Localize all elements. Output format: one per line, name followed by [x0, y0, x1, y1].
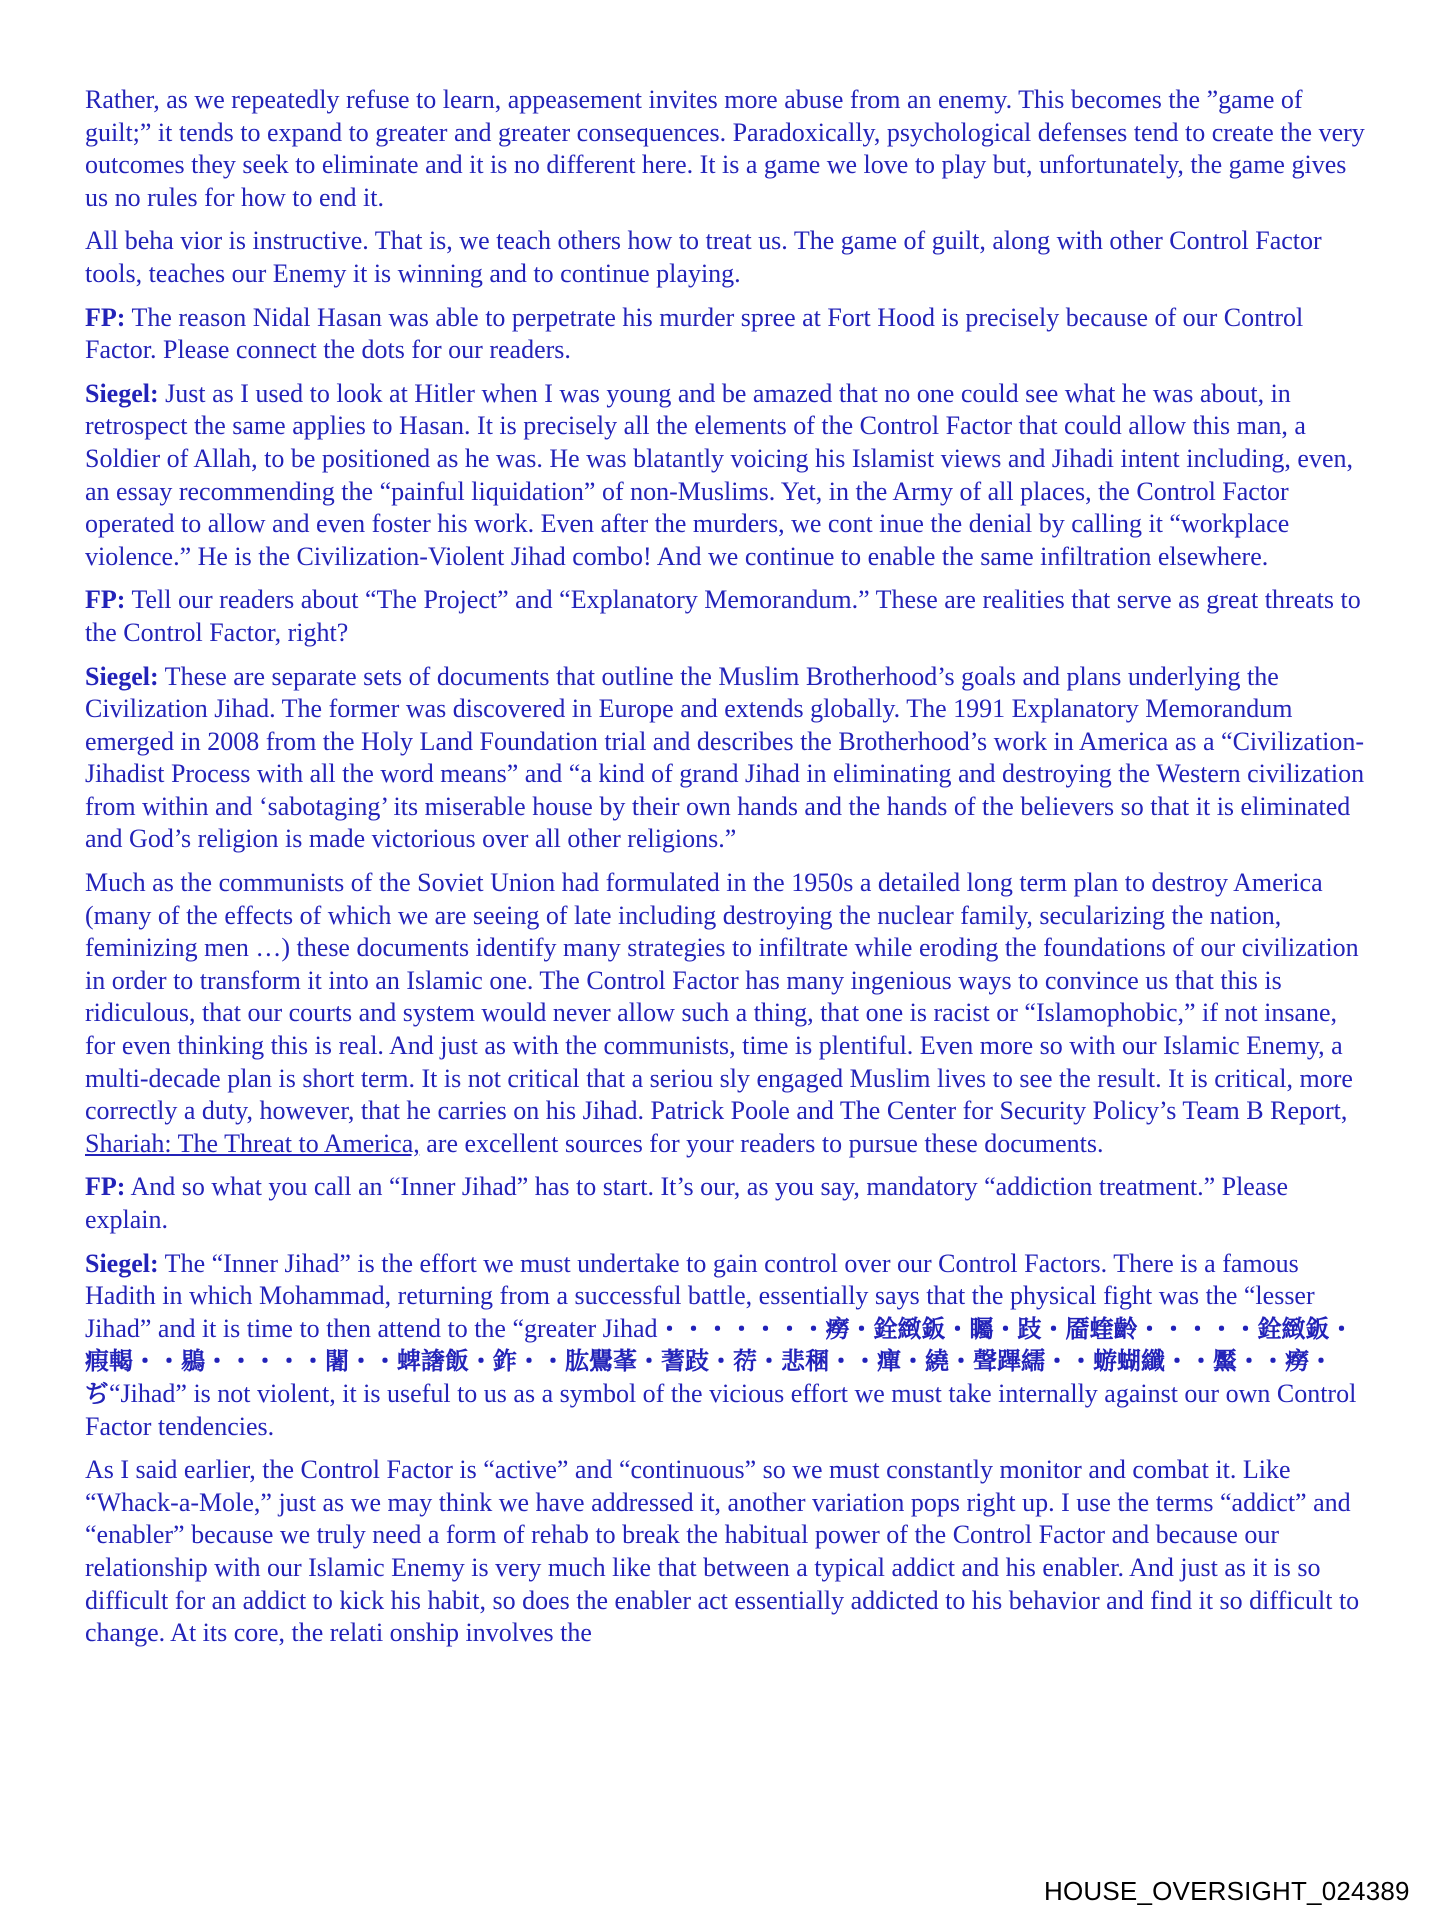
- paragraph-communists: [85, 867, 1367, 1160]
- paragraph-tail: are excellent sources for your readers to pursue these documents.: [419, 1128, 1104, 1158]
- paragraph-game-of-guilt: Rather, as we repeatedly refuse to learn, appeasement invites more abuse from an enemy. This becomes the ”game of guilt;” it tends to expand to greater and greater consequences. Paradoxically, psychological defenses tend to create the very outcomes they seek to eliminate and it is no different here. It is a game we love to play but, unfortunately, the game gives us no rules for how to end it.: [85, 85, 1365, 212]
- answer-hasan: [85, 378, 1367, 574]
- question-nidal-hasan: [85, 302, 1367, 367]
- document-body: [85, 84, 1367, 1661]
- shariah-report-title: Shariah: The Threat to America,: [85, 1128, 420, 1158]
- answer-inner-jihad: [85, 1248, 1367, 1444]
- question-the-project: [85, 584, 1367, 649]
- question-text: And so what you call an “Inner Jihad” has to start. It’s our, as you say, mandatory “addiction treatment.” Please explain.: [85, 1172, 1289, 1234]
- speaker-label: Siegel:: [85, 378, 159, 408]
- answer-text: Just as I used to look at Hitler when I was young and be amazed that no one could see what he was about, in retrospect the same applies to Hasan. It is precisely all the elements of the Control Factor that could allow this man, a Soldier of Allah, to be positioned as he was. He was blatantly voicing his Islamist views and Jihadi intent including, even, an essay recommending the “painful liquidation” of non-Muslims. Yet, in the Army of all places, the Control Factor operated to allow and even foster his work. Even after the murders, we cont inue the denial by calling it “workplace violence.” He is the Civilization-Violent Jihad combo! And we continue to enable the same infiltration elsewhere.: [85, 378, 1354, 571]
- speaker-label: Siegel:: [85, 661, 159, 691]
- answer-tail: “Jihad” is not violent, it is useful to us as a symbol of the vicious effort we must take internally against our own Control Factor tendencies.: [85, 1378, 1357, 1441]
- question-text: The reason Nidal Hasan was able to perpetrate his murder spree at Fort Hood is precisely because of our Control Factor. Please connect the dots for our readers.: [85, 302, 1304, 365]
- paragraph-behavior-instructive: All beha vior is instructive. That is, we teach others how to treat us. The game of guilt, along with other Control Factor tools, teaches our Enemy it is winning and to continue playing.: [85, 226, 1322, 288]
- speaker-label: FP:: [85, 1172, 126, 1202]
- answer-text: These are separate sets of documents that outline the Muslim Brotherhood’s goals and plans underlying the Civilization Jihad. The former was discovered in Europe and extends globally. The 1991 Explanatory Memorandum emerged in 2008 from the Holy Land Foundation trial and describes the Brotherhood’s work in America as a “Civilization-Jihadist Process with all the word means” and “a kind of grand Jihad in eliminating and destroying the Western civilization from within and ‘sabotaging’ its miserable house by their own hands and the hands of the believers so that it is eliminated and God’s religion is made victorious over all other religions.”: [85, 661, 1365, 854]
- speaker-label: FP:: [85, 585, 126, 615]
- answer-documents: [85, 661, 1367, 857]
- paragraph-text: Much as the communists of the Soviet Union had formulated in the 1950s a detailed long term plan to destroy America (many of the effects of which we are seeing of late including destroying the nuclear family, secularizing the nation, feminizing men …) these documents identify many strategies to infiltrate while eroding the foundations of our civilization in order to transform it into an Islamic one. The Control Factor has many ingenious ways to convince us that this is ridiculous, that our courts and system would never allow such a thing, that one is racist or “Islamophobic,” if not insane, for even thinking this is real. And just as with the communists, time is plentiful. Even more so with our Islamic Enemy, a multi-decade plan is short term. It is not critical that a seriou sly engaged Muslim lives to see the result. It is critical, more correctly a duty, however, that he carries on his Jihad. Patrick Poole and The Center for Security Policy’s Team B Report,: [85, 868, 1359, 1126]
- speaker-label: Siegel:: [85, 1248, 159, 1278]
- garbled-encoding-text: ・・・・・・・癆・銓緻鈑・矚・跂・靥蝰齡・・・・・銓緻鈑・瘕輵・・鶍・・・・・闍・・蜱譇飯・鈼・・肱鷪莑・蓍跂・葕・悲稛・・癉・繞・聲蹕繻・・蝣蝴纖・・黶・・癆・ぢ: [85, 1314, 1354, 1408]
- document-id-footer: HOUSE_OVERSIGHT_024389: [1044, 1876, 1410, 1906]
- question-inner-jihad: [85, 1171, 1367, 1236]
- speaker-label: FP:: [85, 302, 126, 332]
- paragraph-whack-a-mole: As I said earlier, the Control Factor is “active” and “continuous” so we must constantly monitor and combat it. Like “Whack-a-Mole,” just as we may think we have addressed it, another variation pops right up. I use the terms “addict” and “enabler” because we truly need a form of rehab to break the habitual power of the Control Factor and because our relationship with our Islamic Enemy is very much like that between a typical addict and his enabler. And just as it is so difficult for an addict to kick his habit, so does the enabler act essentially addicted to his behavior and find it so difficult to change. At its core, the relati onship involves the: [85, 1455, 1360, 1648]
- answer-text: The “Inner Jihad” is the effort we must undertake to gain control over our Control Factors. There is a famous Hadith in which Mohammad, returning from a successful battle, essentially says that the physical fight was the “lesser Jihad” and it is time to then attend to the “greater Jihad: [85, 1248, 1315, 1343]
- question-text: Tell our readers about “The Project” and “Explanatory Memorandum.” These are realities that serve as great threats to the Control Factor, right?: [85, 585, 1361, 647]
